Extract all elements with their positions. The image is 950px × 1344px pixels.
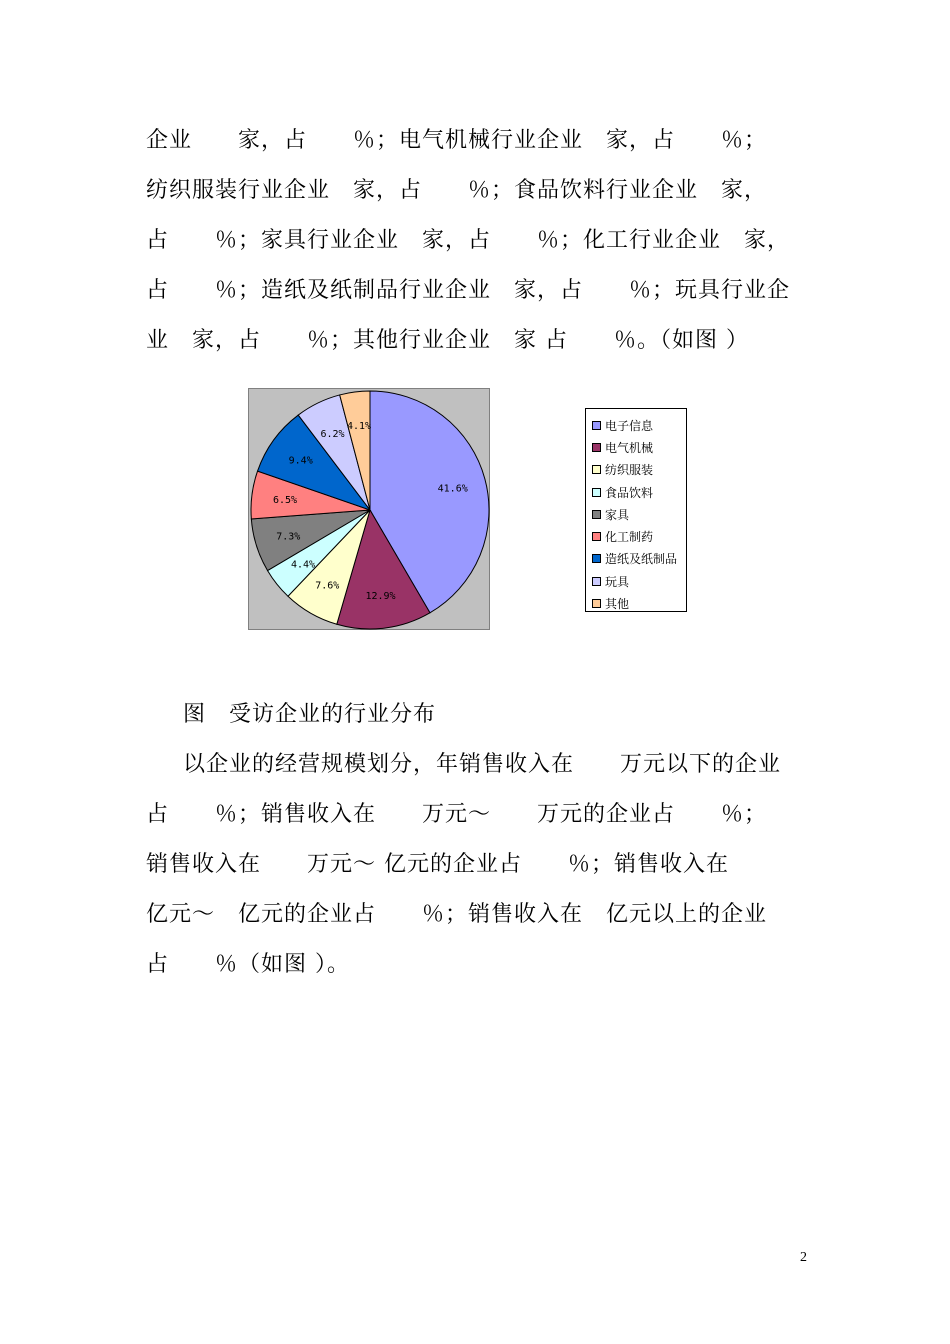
pie-slice-label: 12.9% [365, 591, 396, 602]
pie-slice-label: 7.6% [315, 580, 340, 592]
pie-slice-label: 6.5% [272, 495, 298, 506]
paragraph-line: 亿元～ 亿元的企业占 ％；销售收入在 亿元以上的企业 [146, 902, 768, 927]
pie-chart-svg [249, 389, 491, 631]
paragraph-line: 以企业的经营规模划分，年销售收入在 万元以下的企业 [183, 752, 782, 777]
legend-swatch [592, 510, 601, 519]
legend-item [586, 525, 686, 547]
paragraph-line: 占 ％；家具行业企业 家，占 ％；化工行业企业 家， [146, 228, 791, 253]
legend-label: 电气机械 [605, 440, 654, 455]
page-number: 2 [800, 1250, 807, 1265]
legend-label: 食品饮料 [605, 485, 654, 500]
legend-item [586, 503, 686, 525]
pie-slice-label: 4.1% [346, 421, 372, 432]
legend-item [586, 570, 686, 592]
legend-item [586, 548, 686, 570]
paragraph-line: 占 ％；造纸及纸制品行业企业 家，占 ％；玩具行业企 [146, 278, 791, 303]
pie-slice-label: 41.6% [437, 483, 468, 495]
paragraph-line: 纺织服装行业企业 家，占 ％；食品饮料行业企业 家， [146, 178, 768, 203]
legend-swatch [592, 577, 601, 586]
legend-label: 纺织服装 [605, 463, 654, 478]
paragraph-line: 企业 家，占 ％；电气机械行业企业 家，占 ％； [146, 128, 768, 153]
legend-swatch [592, 443, 601, 452]
pie-slice-label: 7.3% [276, 531, 301, 543]
paragraph-line: 占 ％（如图 ）。 [146, 952, 350, 977]
legend-item [586, 459, 686, 481]
legend-label: 其他 [605, 597, 630, 612]
legend-swatch [592, 554, 601, 563]
pie-chart-plot-area [248, 388, 490, 630]
pie-slice-label: 4.4% [290, 559, 316, 571]
paragraph-line: 占 ％；销售收入在 万元～ 万元的企业占 ％； [146, 802, 768, 827]
paragraph-line: 销售收入在 万元～ 亿元的企业占 ％；销售收入在 [146, 852, 729, 877]
legend-item [586, 436, 686, 458]
pie-slice-label: 6.2% [320, 428, 345, 440]
legend-label: 玩具 [605, 574, 630, 589]
legend-label: 化工制药 [605, 530, 654, 545]
legend-swatch [592, 488, 601, 497]
pie-slice-label: 9.4% [288, 455, 313, 467]
legend-label: 造纸及纸制品 [605, 552, 678, 567]
chart-legend [585, 408, 687, 612]
paragraph-line: 业 家，占 ％；其他行业企业 家 占 ％。（如图 ） [146, 328, 749, 353]
legend-swatch [592, 421, 601, 430]
legend-swatch [592, 532, 601, 541]
legend-label: 电子信息 [605, 418, 654, 433]
legend-item [586, 414, 686, 436]
figure-caption: 图 受访企业的行业分布 [183, 702, 437, 727]
legend-item [586, 481, 686, 503]
legend-swatch [592, 465, 601, 474]
legend-label: 家具 [605, 507, 630, 522]
legend-swatch [592, 599, 601, 608]
legend-item [586, 592, 686, 614]
